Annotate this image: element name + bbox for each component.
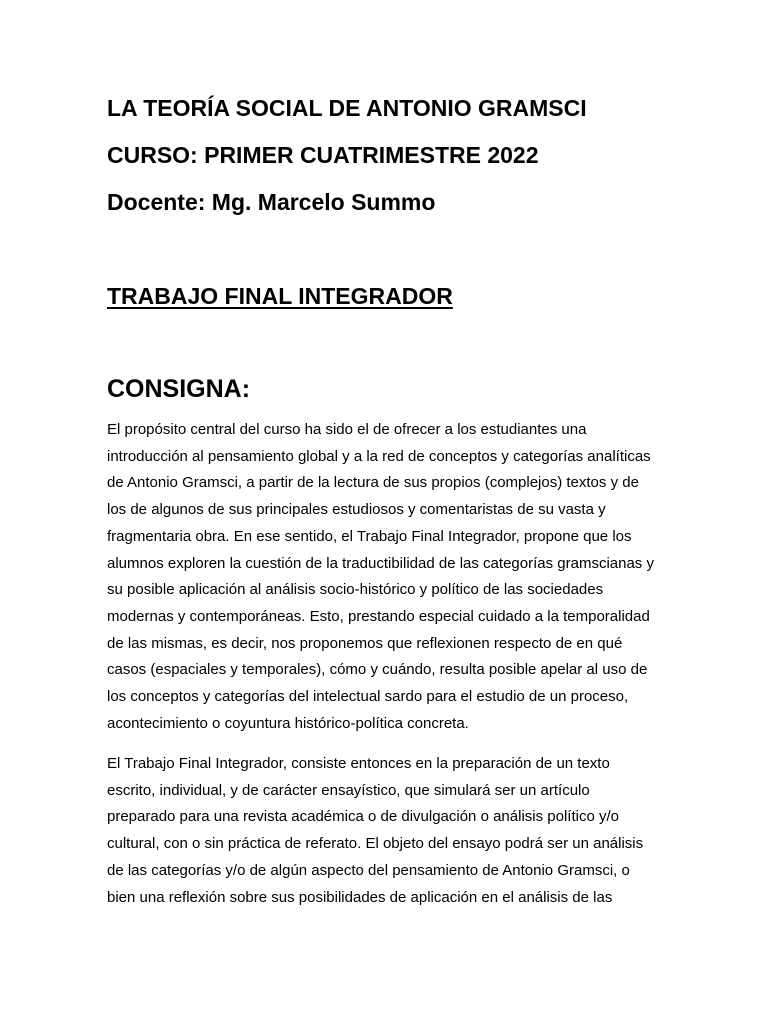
paragraph-line: cultural, con o sin práctica de referato. El objeto del ensayo podrá ser un análisis <box>107 835 644 853</box>
paragraph-line: El propósito central del curso ha sido el de ofrecer a los estudiantes una <box>107 421 587 438</box>
consigna-paragraph-1 <box>107 417 654 737</box>
document-title: LA TEORÍA SOCIAL DE ANTONIO GRAMSCI <box>107 95 587 121</box>
paragraph-line: escrito, individual, y de carácter ensayístico, que simulará ser un artículo <box>107 781 590 799</box>
paragraph-line: introducción al pensamiento global y a la red de conceptos y categorías analíticas <box>107 447 651 465</box>
paragraph-line: El Trabajo Final Integrador, consiste entonces en la preparación de un texto <box>107 755 610 772</box>
paragraph-line: preparado para una revista académica o de divulgación o análisis político y/o <box>107 808 619 826</box>
paragraph-line: casos (espaciales y temporales), cómo y cuándo, resulta posible apelar al uso de <box>107 661 648 679</box>
paragraph-line: acontecimiento o coyuntura histórico-política concreta. <box>107 714 469 732</box>
paragraph-line: su posible aplicación al análisis socio-histórico y político de las sociedades <box>107 581 604 599</box>
consigna-heading: CONSIGNA: <box>107 375 251 403</box>
teacher-heading: Docente: Mg. Marcelo Summo <box>107 189 436 215</box>
paragraph-line: de las mismas, es decir, nos proponemos que reflexionen respecto de en qué <box>107 634 623 652</box>
course-heading: CURSO: PRIMER CUATRIMESTRE 2022 <box>107 142 539 168</box>
paragraph-line: de Antonio Gramsci, a partir de la lectura de sus propios (complejos) textos y de <box>107 474 639 492</box>
paragraph-line: los conceptos y categorías del intelectual sardo para el estudio de un proceso, <box>107 688 629 706</box>
paragraph-line: bien una reflexión sobre sus posibilidades de aplicación en el análisis de las <box>107 888 613 906</box>
paragraph-line: alumnos exploren la cuestión de la traductibilidad de las categorías gramscianas y <box>107 554 654 572</box>
consigna-paragraph-2 <box>107 751 643 911</box>
paragraph-line: fragmentaria obra. En ese sentido, el Trabajo Final Integrador, propone que los <box>107 527 632 545</box>
section-title: TRABAJO FINAL INTEGRADOR <box>107 283 453 309</box>
paragraph-line: de las categorías y/o de algún aspecto del pensamiento de Antonio Gramsci, o <box>107 861 630 879</box>
paragraph-line: los de algunos de sus principales estudiosos y comentaristas de su vasta y <box>107 501 606 519</box>
paragraph-line: modernas y contemporáneas. Esto, prestando especial cuidado a la temporalidad <box>107 607 650 625</box>
